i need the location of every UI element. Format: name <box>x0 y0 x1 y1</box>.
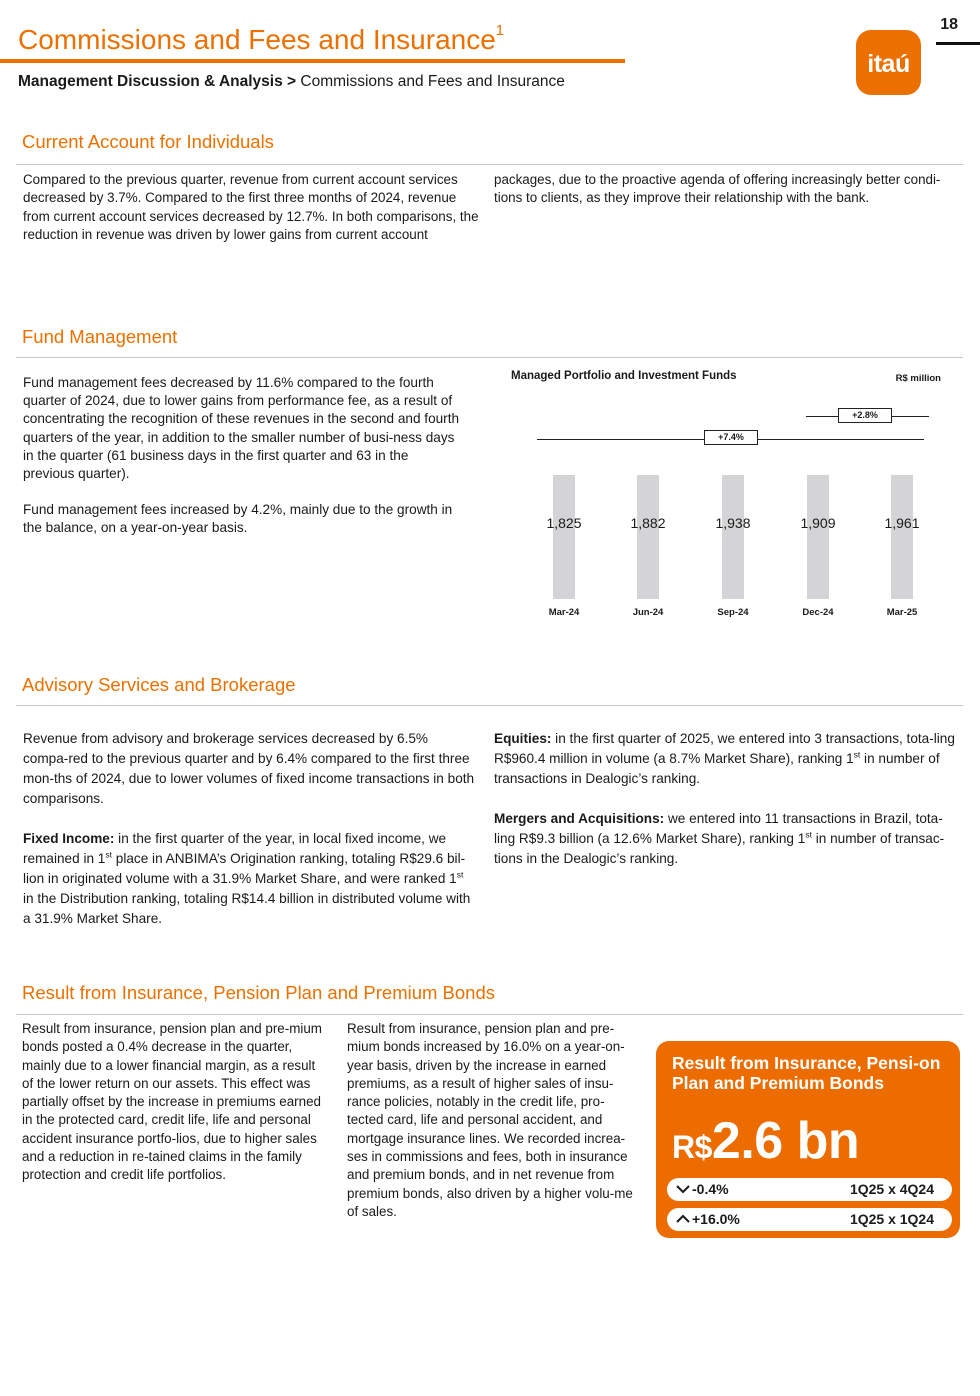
bar-value-label: 1,882 <box>630 515 666 531</box>
bar-value-label: 1,961 <box>884 515 920 531</box>
ordinal-suffix: st <box>853 749 861 760</box>
chevron-down-icon <box>676 1184 690 1194</box>
chart-unit: R$ million <box>895 373 941 384</box>
kpi-comparison: 1Q25 x 4Q24 <box>849 1181 934 1197</box>
kpi-amount: 2.6 bn <box>711 1112 860 1170</box>
kpi-row-quarterly <box>667 1178 952 1201</box>
section-title-fund-management: Fund Management <box>22 326 178 347</box>
x-tick-label: Sep-24 <box>717 607 749 618</box>
chart-bar-mar-24 <box>553 475 575 599</box>
insurance-col2: Result from insurance, pension plan and pre-mium bonds increased by 16.0% on a year-on-year basis, driven by the increase in earned premiums, as a result of higher sales of insu-rance policies, notably in the credit life, pro-tected card, life and personal accident, and mortgage insurance lines. We recorded increa-ses in commissions and fees, both in insurance and premium bonds, and in net revenue from premium bonds, also driven by a higher volu-me of sales. <box>347 1021 633 1219</box>
x-tick-label: Mar-24 <box>548 607 580 618</box>
growth-label-annual: +7.4% <box>704 430 758 445</box>
fund-management-text <box>23 374 463 538</box>
current-account-col1: Compared to the previous quarter, revenue from current account services decreased by 3.7%. Compared to the first three months of 2024, revenue from current account services decreased by 12.7%. In both comparisons, the reduction in revenue was driven by lower gains from current account <box>23 172 479 242</box>
current-account-col2: packages, due to the proactive agenda of offering increasingly better condi-tions to clients, as they improve their relationship with the bank. <box>494 172 941 206</box>
section-title-current-account: Current Account for Individuals <box>22 131 274 152</box>
x-tick-label: Mar-25 <box>886 607 918 618</box>
kpi-title: Result from Insurance, Pensi-on Plan and Premium Bonds <box>672 1053 941 1093</box>
title-underline <box>0 59 625 63</box>
kpi-comparison: 1Q25 x 1Q24 <box>849 1211 934 1227</box>
x-tick-label: Jun-24 <box>632 607 664 618</box>
section-divider <box>16 1014 963 1015</box>
kpi-currency: R$ <box>672 1129 712 1165</box>
chart-bar-jun-24 <box>637 475 659 599</box>
ordinal-suffix: st <box>805 829 812 840</box>
section-title-insurance: Result from Insurance, Pension Plan and Premium Bonds <box>22 982 496 1003</box>
ordinal-suffix: st <box>456 869 464 880</box>
kpi-delta: +16.0% <box>692 1211 740 1227</box>
fund-management-p2: Fund management fees increased by 4.2%, mainly due to the growth in the balance, on a year-on-year basis. <box>23 502 453 536</box>
insurance-kpi-card <box>656 1041 960 1238</box>
equities-label: Equities: <box>494 731 552 746</box>
page-number-rule <box>936 42 980 45</box>
section-divider <box>16 164 963 165</box>
fund-management-p1: Fund management fees decreased by 11.6% compared to the fourth quarter of 2024, due to lower gains from performance fee, as a result of concentrating the recognition of these revenues in the second and fourth quarters of the year, in addition to the smaller number of busi-ness days in the quarter (61 business days in the first quarter and 63 in the previous quarter). <box>23 375 460 482</box>
fixed-income-label: Fixed Income: <box>23 831 115 846</box>
breadcrumb-current: Commissions and Fees and Insurance <box>296 73 565 90</box>
page-title-text: Commissions and Fees and Insurance <box>18 24 496 55</box>
fixed-income-paragraph <box>23 829 476 929</box>
kpi-value <box>672 1111 859 1171</box>
x-tick-label: Dec-24 <box>802 607 834 618</box>
chart-bar-mar-25 <box>891 475 913 599</box>
managed-portfolio-chart <box>500 362 960 630</box>
advisory-p1: Revenue from advisory and brokerage services decreased by 6.5% compa-red to the previous quarter and by 6.4% compared to the first three mon-ths of 2024, due to lower volumes of fixed income transactions in both comparisons. <box>23 731 475 806</box>
section-divider <box>16 705 963 706</box>
ma-label: Mergers and Acquisitions: <box>494 811 665 826</box>
equities-paragraph <box>494 729 956 789</box>
chart-bar-dec-24 <box>807 475 829 599</box>
insurance-col1: Result from insurance, pension plan and pre-mium bonds posted a 0.4% decrease in the quarter, mainly due to a lower financial margin, as a result of the lower return on our assets. This effect was partially offset by the increase in premiums earned in the protected card, credit life, life and personal accident insurance portfo-lios, due to higher sales and a reduction in re-tained claims in the family protection and credit life portfolios. <box>22 1021 322 1183</box>
chevron-up-icon <box>676 1214 690 1224</box>
bar-value-label: 1,825 <box>546 515 582 531</box>
kpi-row-annual <box>667 1208 952 1231</box>
page-title <box>18 24 504 56</box>
ordinal-suffix: st <box>105 849 112 860</box>
fixed-income-text-c: in the Distribution ranking, totaling R$14.4 billion in distributed volume with a 31.9% Market Share. <box>23 891 471 926</box>
equities-text-b: in number of transactions in Dealogic’s ranking. <box>494 751 940 786</box>
fixed-income-text-b: place in ANBIMA’s Origination ranking, totaling R$29.6 bil-lion in originated volume with a 31.9% Market Share, and were ranked 1 <box>23 851 466 886</box>
bar-value-label: 1,909 <box>800 515 836 531</box>
advisory-col2 <box>494 729 956 869</box>
title-footnote: 1 <box>495 22 505 39</box>
growth-label-quarterly: +2.8% <box>838 408 892 423</box>
chart-title: Managed Portfolio and Investment Funds <box>511 370 737 382</box>
page-number: 18 <box>940 16 958 33</box>
ma-text-b: in number of transac-tions in the Dealogic’s ranking. <box>494 831 945 866</box>
fixed-income-text-a: in the first quarter of the year, in local fixed income, we remained in 1 <box>23 831 447 866</box>
equities-text-a: in the first quarter of 2025, we entered into 3 transactions, tota-ling R$960.4 million in volume (a 8.7% Market Share), ranking 1 <box>494 731 955 766</box>
kpi-delta: -0.4% <box>692 1181 729 1197</box>
ma-text-a: we entered into 11 transactions in Brazil, tota-ling R$9.3 billion (a 12.6% Market Share), ranking 1 <box>494 811 943 846</box>
itau-logo <box>856 30 921 95</box>
breadcrumb-parent: Management Discussion & Analysis > <box>18 73 297 90</box>
advisory-col1 <box>23 729 476 929</box>
chart-bar-sep-24 <box>722 475 744 599</box>
section-divider <box>16 357 963 358</box>
breadcrumb <box>18 73 565 91</box>
section-title-advisory: Advisory Services and Brokerage <box>22 674 296 695</box>
logo-text: itaú <box>867 50 910 78</box>
ma-paragraph <box>494 809 956 869</box>
bar-value-label: 1,938 <box>715 515 751 531</box>
